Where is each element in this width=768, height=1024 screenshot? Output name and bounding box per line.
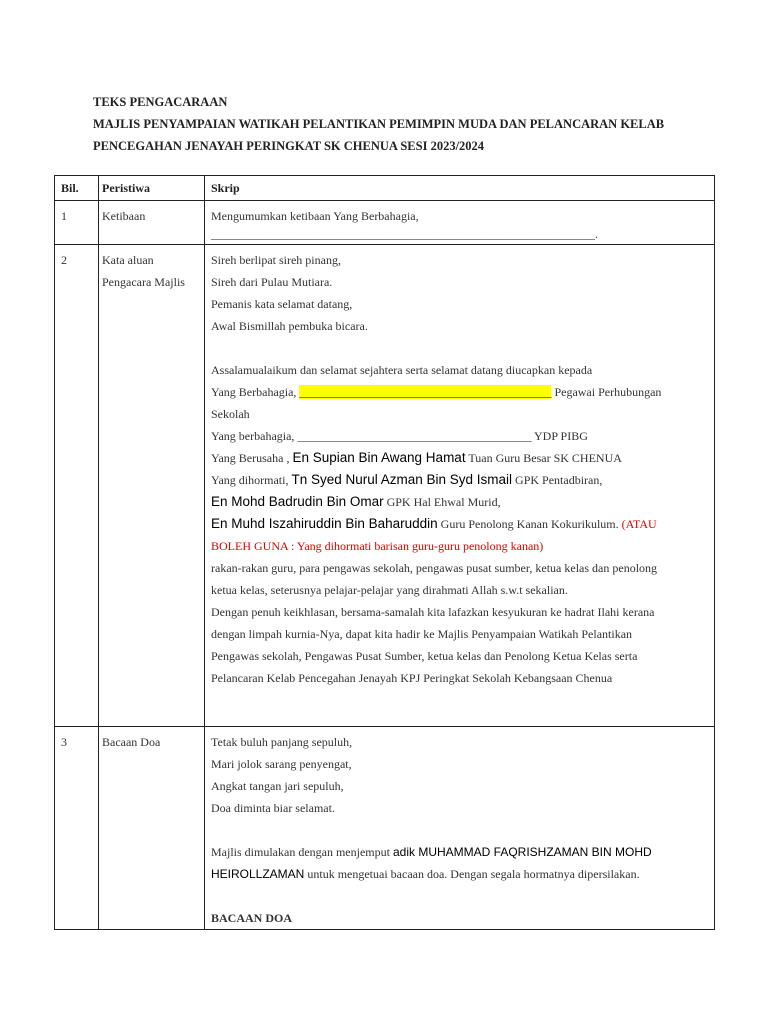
alt-note-line: BOLEH GUNA : Yang dihormati barisan guru-guru penolong kanan) [211,539,544,553]
row1-bil: 1 [55,201,99,245]
speech-line: dengan limpah kurnia-Nya, dapat kita hadir ke Majlis Penyampaian Watikah Pelantikan [211,627,633,641]
pantun-line: Tetak buluh panjang sepuluh, [211,735,353,749]
gpk-hem-name: En Mohd Badrudin Bin Omar [211,494,384,509]
doc-subtitle-1: MAJLIS PENYAMPAIAN WATIKAH PELANTIKAN PEMIMPIN MUDA DAN PELANCARAN KELAB [93,117,665,131]
row2-peristiwa-line2: Pengacara Majlis [102,275,185,289]
yb1-cont: Sekolah [211,407,250,421]
pantun-line: Pemanis kata selamat datang, [211,297,353,311]
yb2-prefix: Yang berbahagia, [211,429,298,443]
alt-note-start: (ATAU [621,517,657,531]
speech-line: rakan-rakan guru, para pengawas sekolah, pengawas pusat sumber, ketua kelas dan penolong [211,561,658,575]
speech-line: Pengawas sekolah, Pengawas Pusat Sumber, ketua kelas dan Penolong Ketua Kelas serta [211,649,638,663]
row1-line1: Mengumumkan ketibaan Yang Berbahagia, [211,209,419,223]
en1-suffix: GPK Hal Ehwal Murid, [383,495,501,509]
script-table [54,175,715,930]
header-peristiwa: Peristiwa [99,176,205,201]
yb3-prefix: Yang Berusaha , [211,451,293,465]
header-bil: Bil. [55,176,99,201]
yb1-line [211,381,714,403]
table-header-row [55,176,715,201]
pantun-line: Angkat tangan jari sepuluh, [211,779,344,793]
row1-peristiwa: Ketibaan [99,201,205,245]
yd-prefix: Yang dihormati, [211,473,292,487]
doa-reader-name: adik MUHAMMAD FAQRISHZAMAN BIN MOHD [392,845,652,859]
yb2-blank: _______________________________________ [297,429,532,443]
gpk-pentadbiran-name: Tn Syed Nurul Azman Bin Syd Ismail [291,472,513,487]
doc-subtitle-2: PENCEGAHAN JENAYAH PERINGKAT SK CHENUA SESI 2023/2024 [93,139,485,153]
pantun-line: Doa diminta biar selamat. [211,801,335,815]
yb3-suffix: Tuan Guru Besar SK CHENUA [465,451,622,465]
yb2-suffix: YDP PIBG [531,429,588,443]
row1-skrip [205,201,715,245]
row2-peristiwa-line1: Kata aluan [102,253,154,267]
spacer [211,337,714,359]
row2-bil: 2 [55,245,99,727]
en2-line [211,513,714,535]
bacaan-doa-heading: BACAAN DOA [211,911,292,925]
spacer [211,819,714,841]
yb3-line [211,447,714,469]
row2-skrip [205,245,715,727]
yb2-line [211,425,714,447]
invite-line2 [211,863,714,885]
yd-suffix: GPK Pentadbiran, [512,473,603,487]
speech-line: Dengan penuh keikhlasan, bersama-samalah kita lafazkan kesyukuran ke hadrat Ilahi kerana [211,605,655,619]
yd-line [211,469,714,491]
yb1-prefix: Yang Berbahagia, [211,385,300,399]
salam-line: Assalamualaikum dan selamat sejahtera serta selamat datang diucapkan kepada [211,363,593,377]
table-row [55,201,715,245]
invite-line1 [211,841,714,863]
row3-peristiwa: Bacaan Doa [99,727,205,930]
yb1-suffix: Pegawai Perhubungan [551,385,662,399]
table-row [55,245,715,727]
speech-line: Pelancaran Kelab Pencegahan Jenayah KPJ Peringkat Sekolah Kebangsaan Chenua [211,671,613,685]
table-row [55,727,715,930]
gpk-koku-name: En Muhd Iszahiruddin Bin Baharuddin [211,516,438,531]
row2-peristiwa [99,245,205,727]
row3-bil: 3 [55,727,99,930]
pantun-line: Awal Bismillah pembuka bicara. [211,319,368,333]
speech-line: ketua kelas, seterusnya pelajar-pelajar yang dirahmati Allah s.w.t sekalian. [211,583,568,597]
en2-suffix: Guru Penolong Kanan Kokurikulum. [437,517,622,531]
guru-besar-name: En Supian Bin Awang Hamat [292,450,466,465]
row3-skrip [205,727,715,930]
pantun-line: Mari jolok sarang penyengat, [211,757,352,771]
pantun-line: Sireh berlipat sireh pinang, [211,253,341,267]
pantun-line: Sireh dari Pulau Mutiara. [211,275,333,289]
spacer [211,885,714,907]
header-skrip: Skrip [205,176,715,201]
doc-title: TEKS PENGACARAAN [93,95,228,109]
doa-reader-name-cont: HEIROLLZAMAN [211,867,305,881]
invite-prefix: Majlis dimulakan dengan menjemput [211,845,393,859]
en1-line [211,491,714,513]
highlighted-blank: __________________________________________ [299,385,552,399]
row1-line2: ________________________________________________________________. [211,227,598,241]
invite-suffix: untuk mengetuai bacaan doa. Dengan segala hormatnya dipersilakan. [304,867,640,881]
